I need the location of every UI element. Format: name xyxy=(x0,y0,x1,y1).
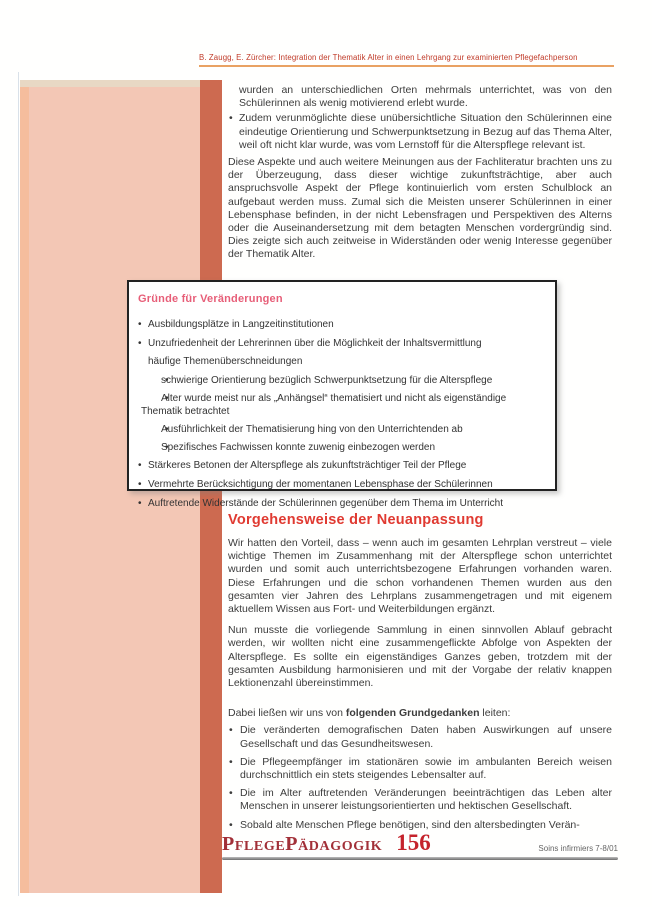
footer-rule xyxy=(222,857,618,860)
reasons-subitem: • Alter wurde meist nur als „Anhängsel“ thematisiert und nicht als eigenständige Thematik betrachtet xyxy=(135,392,543,418)
journal-section-brand: PflegePädagogik xyxy=(222,833,383,855)
reasons-item: • Unzufriedenheit der Lehrerinnen über die Möglichkeit der Inhaltsvermittlung xyxy=(135,337,543,350)
intro-paragraph: Diese Aspekte und auch weitere Meinungen aus der Fachliteratur brachten uns zu der Überzeugung, dass dieser wichtige zukunftsträchtige, aber auch anspruchsvolle Aspekt der Pflege kontinuierlich vom ersten Schulblock an aufgebaut werden muss. Zumal sich die Meisten unserer Schülerinnen in einer Lebensphase befinden, in der nicht Lebensfragen und Perspektiven des Alterns oder die Auseinandersetzung mit dem betagten Menschen vordergründig sind. Dies zeigte sich auch zeitweise in Widerständen oder wenig Interesse gegenüber der Thematik Alter. xyxy=(228,156,612,261)
reasons-item: • Vermehrte Berücksichtigung der momentanen Lebensphase der Schülerinnen xyxy=(135,478,543,491)
margin-accent-pink-edge xyxy=(20,80,29,893)
lead-bold-phrase: folgenden Grundgedanken xyxy=(345,707,480,720)
principle-bullet: • Sobald alte Menschen Pflege benötigen, sind den altersbedingten Verän- xyxy=(228,819,612,832)
reasons-item: • Auftretende Widerstände der Schülerinnen gegenüber dem Thema im Unterricht xyxy=(135,497,543,510)
page-number: 156 xyxy=(396,830,431,855)
principle-bullet: • Die veränderten demografischen Daten haben Auswirkungen auf unsere Gesellschaft und das Gesundheitswesen. xyxy=(228,724,612,750)
reasons-item: • Ausbildungsplätze in Langzeitinstitutionen xyxy=(135,318,543,331)
continued-paragraph: wurden an unterschiedlichen Orten mehrmals unterrichtet, was von den Schülerinnen als wenig motivierend erlebt wurde. xyxy=(239,84,612,110)
reasons-item-continuation: häufige Themenüberschneidungen xyxy=(148,356,303,367)
footer-row xyxy=(222,831,618,856)
section-paragraph-1: Wir hatten den Vorteil, dass – wenn auch im gesamten Lehrplan verstreut – viele wichtige Themen im Zusammenhang mit der Alterspflege schon unterrichtet wurden und somit auch unterrichtsbezogene Erfahrungen vorhanden waren. Diese Erfahrungen und die schon vorhandenen Themen wurden aus den gesamten vier Jahren des Lehrplans zusammengetragen und mit eigenem aktuellem Wissen aus Fort- und Weiterbildungen ergänzt. xyxy=(228,537,612,616)
reasons-subitem: • Ausführlichkeit der Thematisierung hing von den Unterrichtenden ab xyxy=(135,423,543,436)
issue-label: Soins infirmiers 7-8/01 xyxy=(538,844,618,853)
section-paragraph-2: Nun musste die vorliegende Sammlung in einen sinnvollen Ablauf gebracht werden, wir wollten nicht eine zusammengeflickte Abfolge von Aspekten der Alterspflege. Es sollte ein eigenständiges Ganzes geben, trotzdem mit der gesamten Ausbildung harmonisieren und mit der Vorgabe der relativ knappen Lektionenzahl übereinstimmen. xyxy=(228,624,612,690)
lead-suffix: leiten: xyxy=(479,707,511,720)
margin-accent-beige-strip xyxy=(20,80,200,87)
reasons-subitem: • Spezifisches Fachwissen konnte zuwenig einbezogen werden xyxy=(135,441,543,454)
reasons-box-title: Gründe für Veränderungen xyxy=(138,293,283,305)
section-heading: Vorgehensweise der Neuanpassung xyxy=(228,512,484,528)
section-neuanpassung xyxy=(228,512,612,837)
reasons-box xyxy=(127,280,557,509)
reasons-item: • Stärkeres Betonen der Alterspflege als zukunftsträchtiger Teil der Pflege xyxy=(135,459,543,472)
running-header: B. Zaugg, E. Zürcher: Integration der Thematik Alter in einen Lehrgang zur examinierten Pflegefachperson xyxy=(199,53,614,67)
scan-edge-line xyxy=(18,72,19,896)
reasons-subitem: • schwierige Orientierung bezüglich Schwerpunktsetzung für die Alterspflege xyxy=(135,374,543,387)
body-column xyxy=(228,84,612,262)
principle-bullet: • Die im Alter auftretenden Veränderungen beeinträchtigen das Leben alter Menschen in unserer leistungsorientierten und hektischen Gesellschaft. xyxy=(228,787,612,813)
page-footer xyxy=(222,831,618,860)
intro-bullet-item: • Zudem verunmöglichte diese unübersichtliche Situation den Schülerinnen eine eindeutige Orientierung und Schwerpunktsetzung in Bezug auf das Thema Alter, weil oft nicht klar wurde, was vom Lernstoff für die Alterspflege relevant ist. xyxy=(228,112,612,152)
principle-bullet: • Die Pflegeempfänger im stationären sowie im ambulanten Bereich weisen durchschnittlich ein stets steigendes Lebensalter auf. xyxy=(228,756,612,782)
lead-prefix: Dabei ließen wir uns von xyxy=(228,707,346,720)
lead-sentence xyxy=(228,707,612,720)
